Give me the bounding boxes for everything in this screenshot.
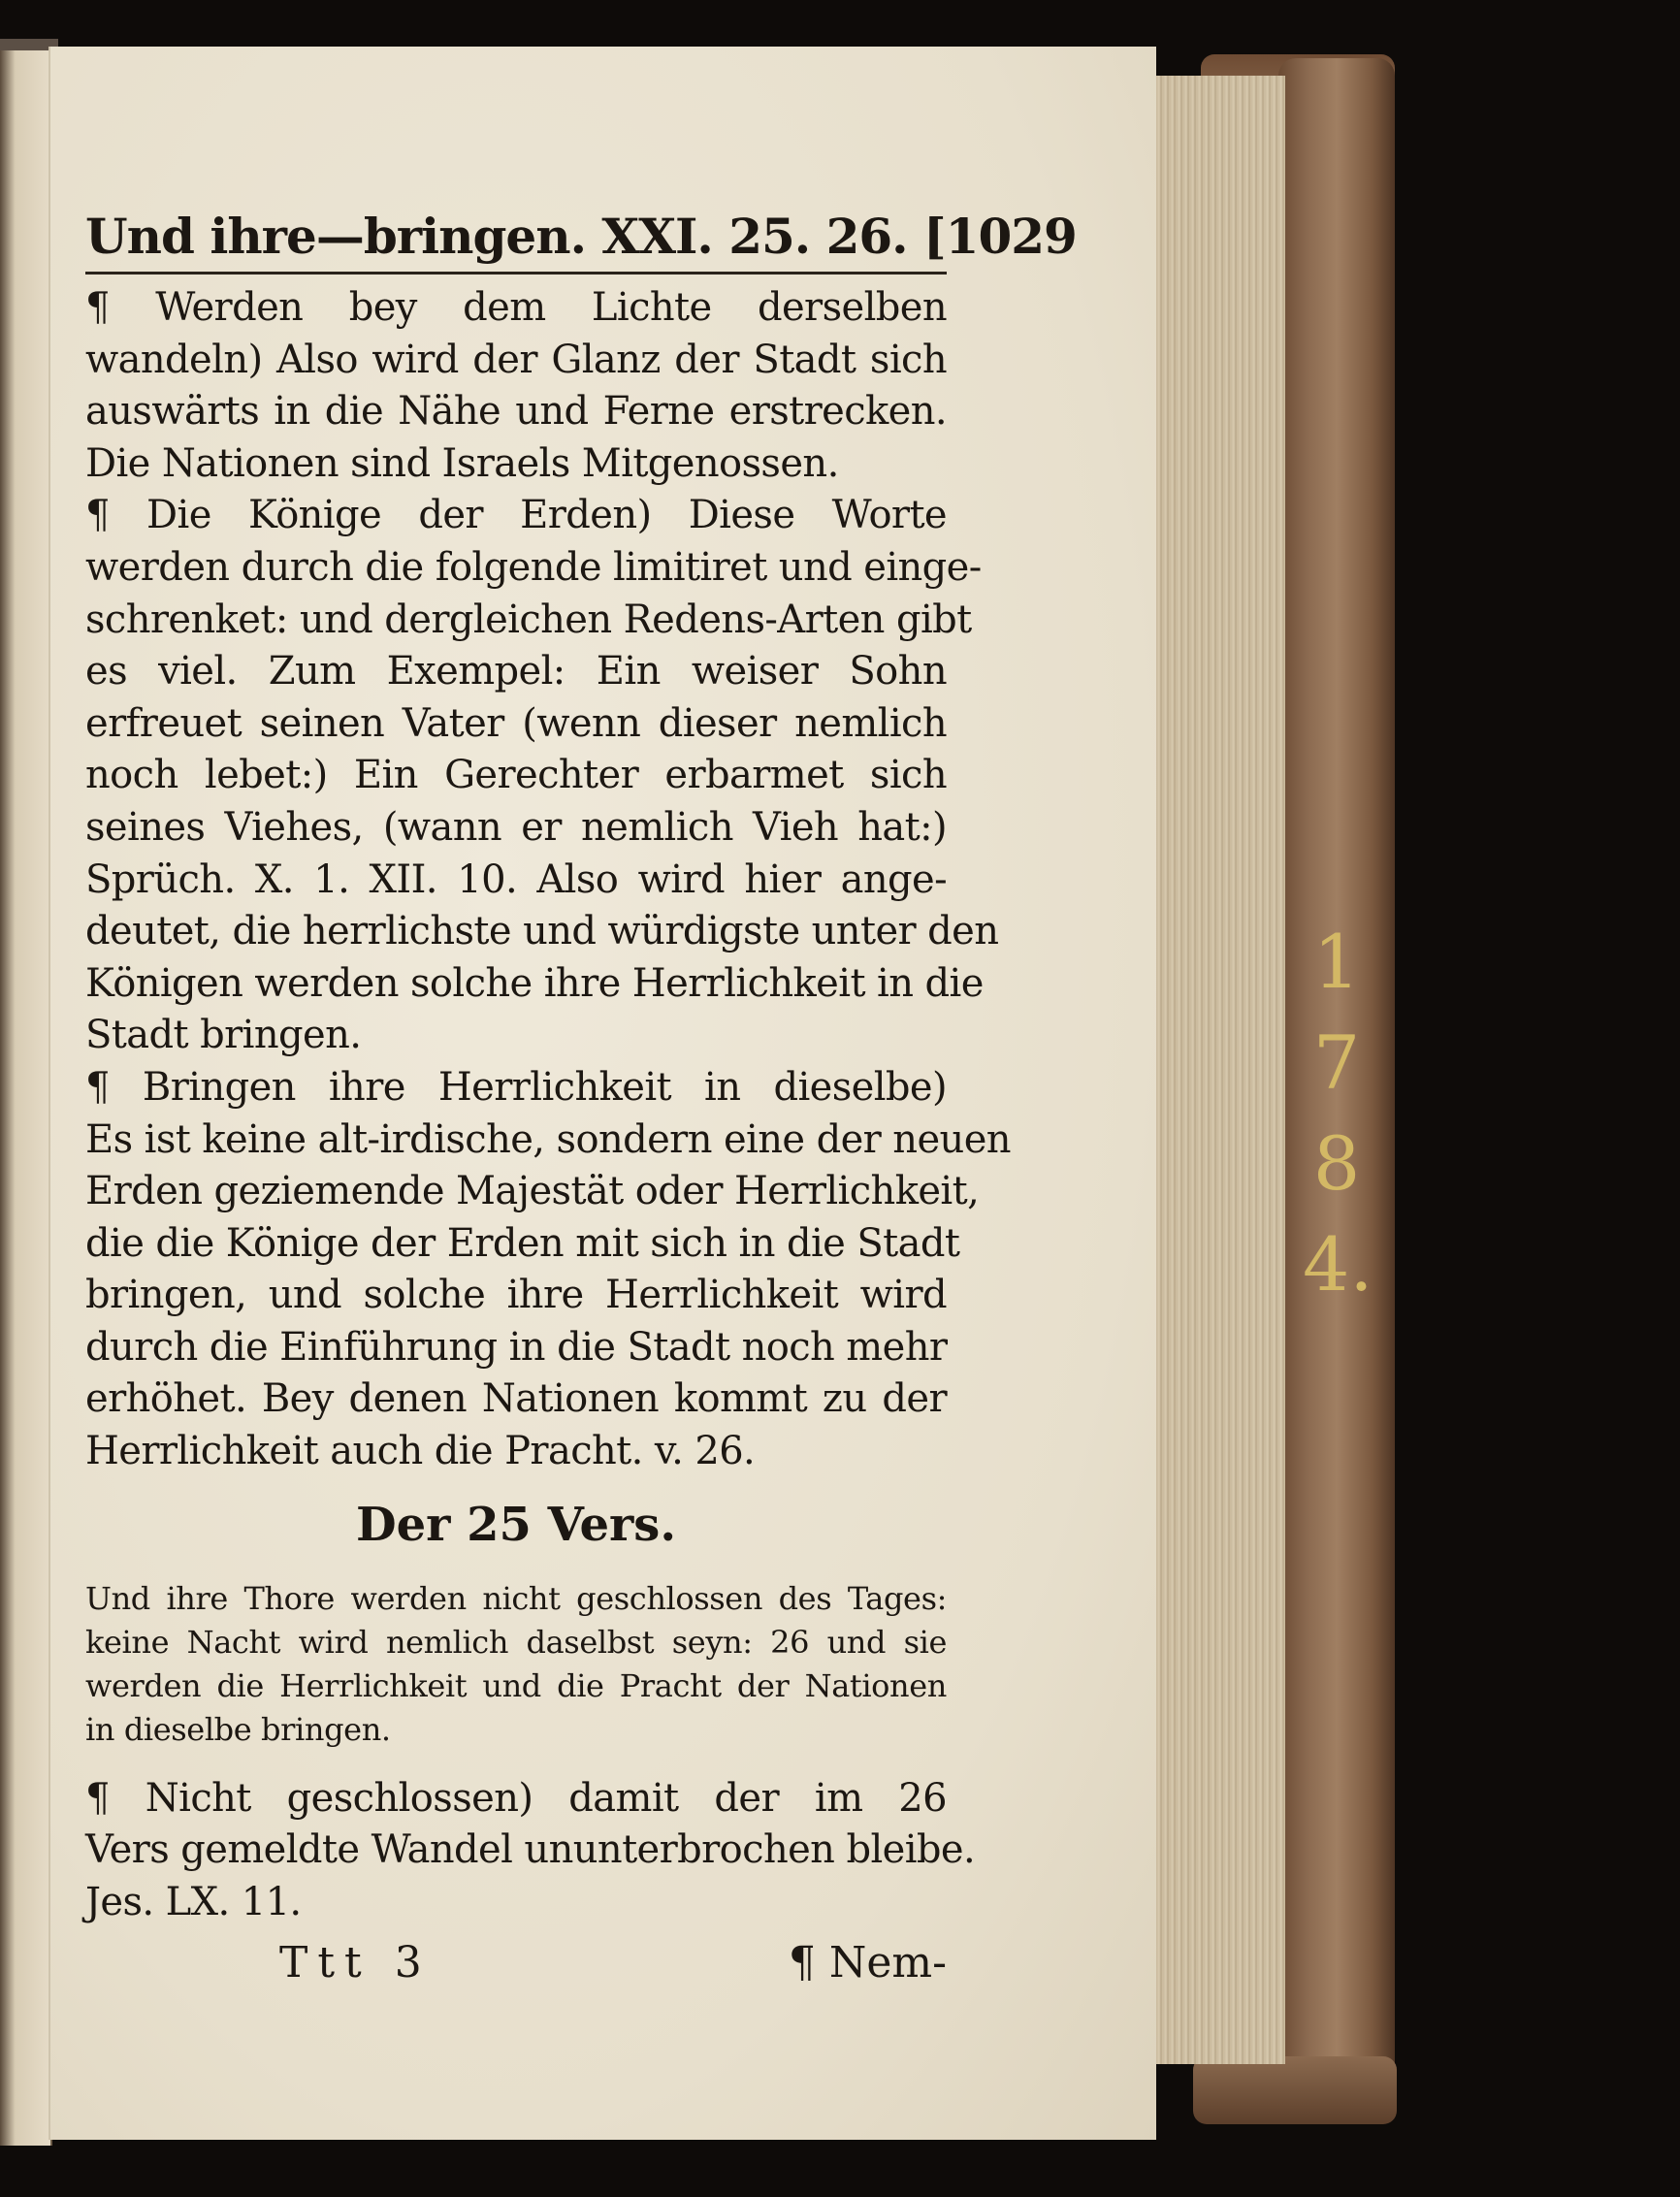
signature-mark: Ttt 3 [279, 1938, 432, 1988]
spine-digit: 7 [1312, 1019, 1361, 1106]
page-fore-edge [1147, 76, 1285, 2064]
spine-digit: 8 [1312, 1120, 1361, 1207]
page-text-block [85, 208, 1077, 1992]
text-line: ¶ Die Könige der Erden) Diese Worte [85, 493, 947, 538]
text-line: bringen, und solche ihre Herrlichkeit wird [85, 1273, 947, 1318]
verse-line: keine Nacht wird nemlich daselbst seyn: 26 und sie [85, 1623, 947, 1661]
text-line: durch die Einführung in die Stadt noch mehr [85, 1324, 948, 1370]
spine-digit: 1 [1312, 919, 1361, 1005]
text-line: Vers gemeldte Wandel ununterbrochen bleibe. [85, 1827, 976, 1873]
spine-digit: 4. [1303, 1221, 1373, 1308]
commentary-block-2 [85, 1773, 976, 1929]
text-line: ¶ Bringen ihre Herrlichkeit in dieselbe) [85, 1064, 947, 1110]
catchword: ¶ Nem- [788, 1938, 947, 1988]
text-line: wandeln) Also wird der Glanz der Stadt sich [85, 337, 947, 382]
text-line: Stadt bringen. [85, 1013, 362, 1058]
text-line: werden durch die folgende limitiret und einge- [85, 544, 982, 590]
text-line: Jes. LX. 11. [85, 1879, 302, 1924]
verse-line: werden die Herrlichkeit und die Pracht der Nationen [85, 1666, 947, 1704]
text-line: Es ist keine alt-irdische, sondern eine der neuen [85, 1116, 1011, 1162]
text-line: die die Könige der Erden mit sich in die Stadt [85, 1220, 960, 1266]
previous-page-edge [0, 50, 52, 2146]
page-footer [85, 1934, 947, 1992]
text-line: Herrlichkeit auch die Pracht. v. 26. [85, 1429, 756, 1474]
text-line: ¶ Nicht geschlossen) damit der im 26 [85, 1775, 947, 1821]
spine-tooling-number [1303, 912, 1371, 1315]
text-line: deutet, die herrlichste und würdigste unter den [85, 909, 999, 954]
text-line: auswärts in die Nähe und Ferne erstrecken. [85, 389, 947, 435]
text-line: ¶ Werden bey dem Lichte derselben [85, 285, 947, 330]
verse-heading: Der 25 Vers. [355, 1497, 677, 1552]
verse-line: Und ihre Thore werden nicht geschlossen des Tages: [85, 1579, 947, 1617]
text-line: Erden geziemende Majestät oder Herrlichkeit, [85, 1169, 980, 1214]
running-head: Und ihre—bringen. XXI. 25. 26. [1029 [85, 208, 947, 275]
text-line: Königen werden solche ihre Herrlichkeit in die [85, 960, 984, 1006]
text-line: Die Nationen sind Israels Mitgenossen. [85, 440, 839, 486]
text-line: noch lebet:) Ein Gerechter erbarmet sich [85, 753, 947, 798]
commentary-block-1 [85, 282, 1011, 1478]
verse-text-block [85, 1577, 947, 1752]
text-line: Sprüch. X. 1. XII. 10. Also wird hier ange- [85, 856, 947, 902]
text-line: seines Viehes, (wann er nemlich Vieh hat:) [85, 804, 947, 850]
binding-bottom [1193, 2056, 1397, 2124]
text-line: es viel. Zum Exempel: Ein weiser Sohn [85, 649, 947, 695]
text-line: schrenket: und dergleichen Redens-Arten gibt [85, 597, 972, 642]
text-line: erhöhet. Bey denen Nationen kommt zu der [85, 1376, 947, 1422]
text-line: erfreuet seinen Vater (wenn dieser nemlich [85, 700, 947, 746]
verse-line: in dieselbe bringen. [85, 1710, 391, 1748]
